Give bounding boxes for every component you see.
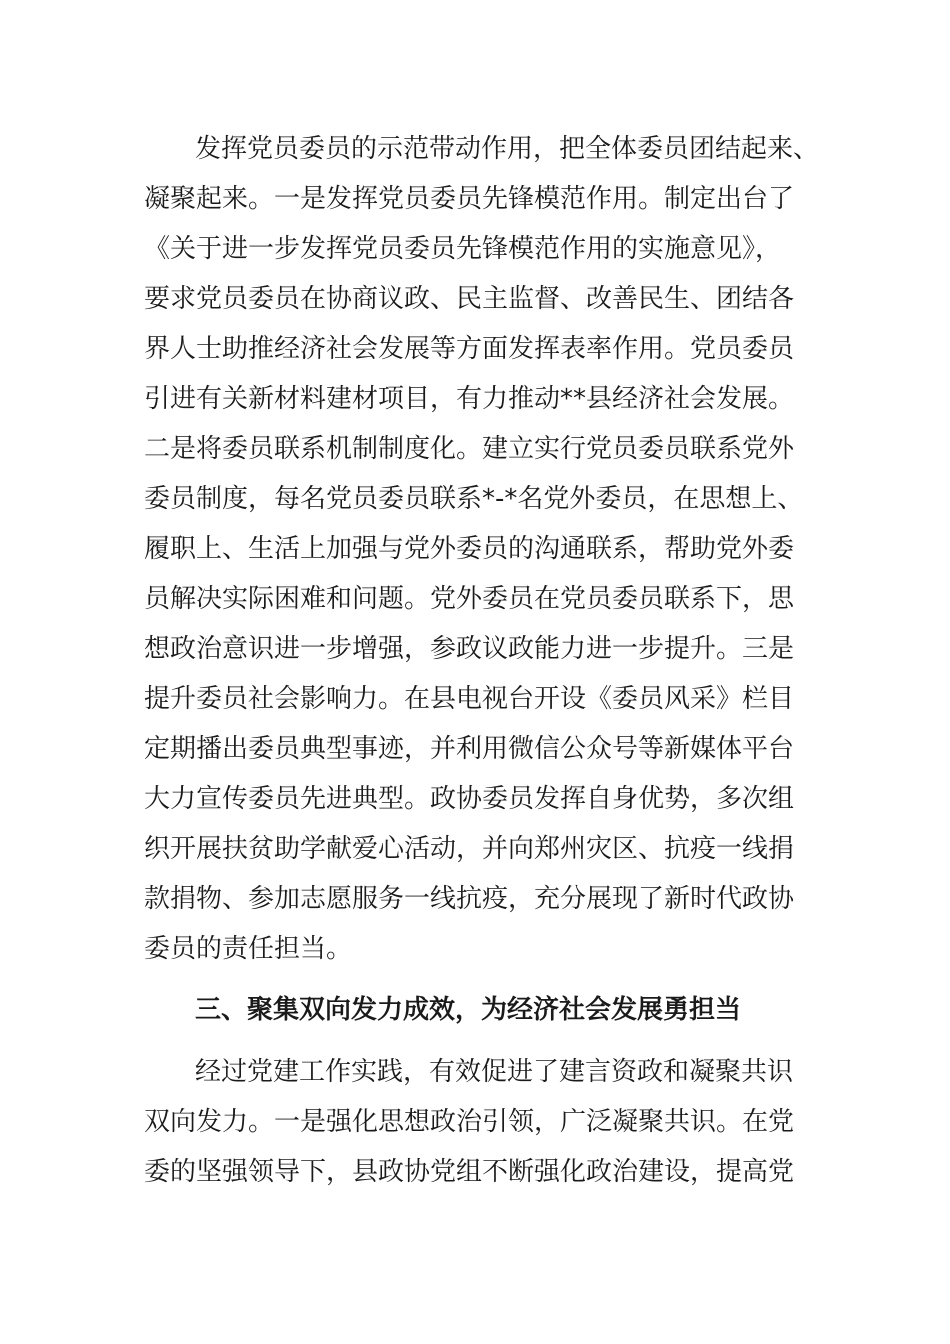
paragraph-line: 委的坚强领导下，县政协党组不断强化政治建设，提高党 — [144, 1157, 795, 1187]
paragraph-line: 发挥党员委员的示范带动作用，把全体委员团结起来、 — [195, 134, 820, 164]
paragraph-line: 双向发力。一是强化思想政治引领，广泛凝聚共识。在党 — [144, 1107, 795, 1137]
paragraph-line: 定期播出委员典型事迹，并利用微信公众号等新媒体平台 — [144, 734, 795, 764]
paragraph-line: 委员制度，每名党员委员联系*-*名党外委员，在思想上、 — [144, 484, 804, 514]
paragraph-line: 引进有关新材料建材项目，有力推动**县经济社会发展。 — [144, 384, 795, 414]
paragraph-line: 界人士助推经济社会发展等方面发挥表率作用。党员委员 — [144, 334, 795, 364]
paragraph-line: 想政治意识进一步增强，参政议政能力进一步提升。三是 — [144, 634, 795, 664]
paragraph-line: 履职上、生活上加强与党外委员的沟通联系，帮助党外委 — [144, 534, 795, 564]
paragraph-line: 员解决实际困难和问题。党外委员在党员委员联系下，思 — [144, 584, 795, 614]
section-heading: 三、聚集双向发力成效，为经济社会发展勇担当 — [195, 995, 742, 1025]
paragraph-line: 二是将委员联系机制制度化。建立实行党员委员联系党外 — [144, 434, 795, 464]
paragraph-line: 要求党员委员在协商议政、民主监督、改善民生、团结各 — [144, 284, 795, 314]
paragraph-line: 款捐物、参加志愿服务一线抗疫，充分展现了新时代政协 — [144, 884, 795, 914]
paragraph-line: 织开展扶贫助学献爱心活动，并向郑州灾区、抗疫一线捐 — [144, 834, 795, 864]
paragraph-line: 提升委员社会影响力。在县电视台开设《委员风采》栏目 — [144, 684, 795, 714]
paragraph-line: 凝聚起来。一是发挥党员委员先锋模范作用。制定出台了 — [144, 184, 795, 214]
paragraph-line: 经过党建工作实践，有效促进了建言资政和凝聚共识 — [195, 1057, 794, 1087]
paragraph-line: 大力宣传委员先进典型。政协委员发挥自身优势，多次组 — [144, 784, 795, 814]
paragraph-line: 委员的责任担当。 — [144, 934, 353, 964]
paragraph-line: 《关于进一步发挥党员委员先锋模范作用的实施意见》， — [144, 234, 782, 264]
